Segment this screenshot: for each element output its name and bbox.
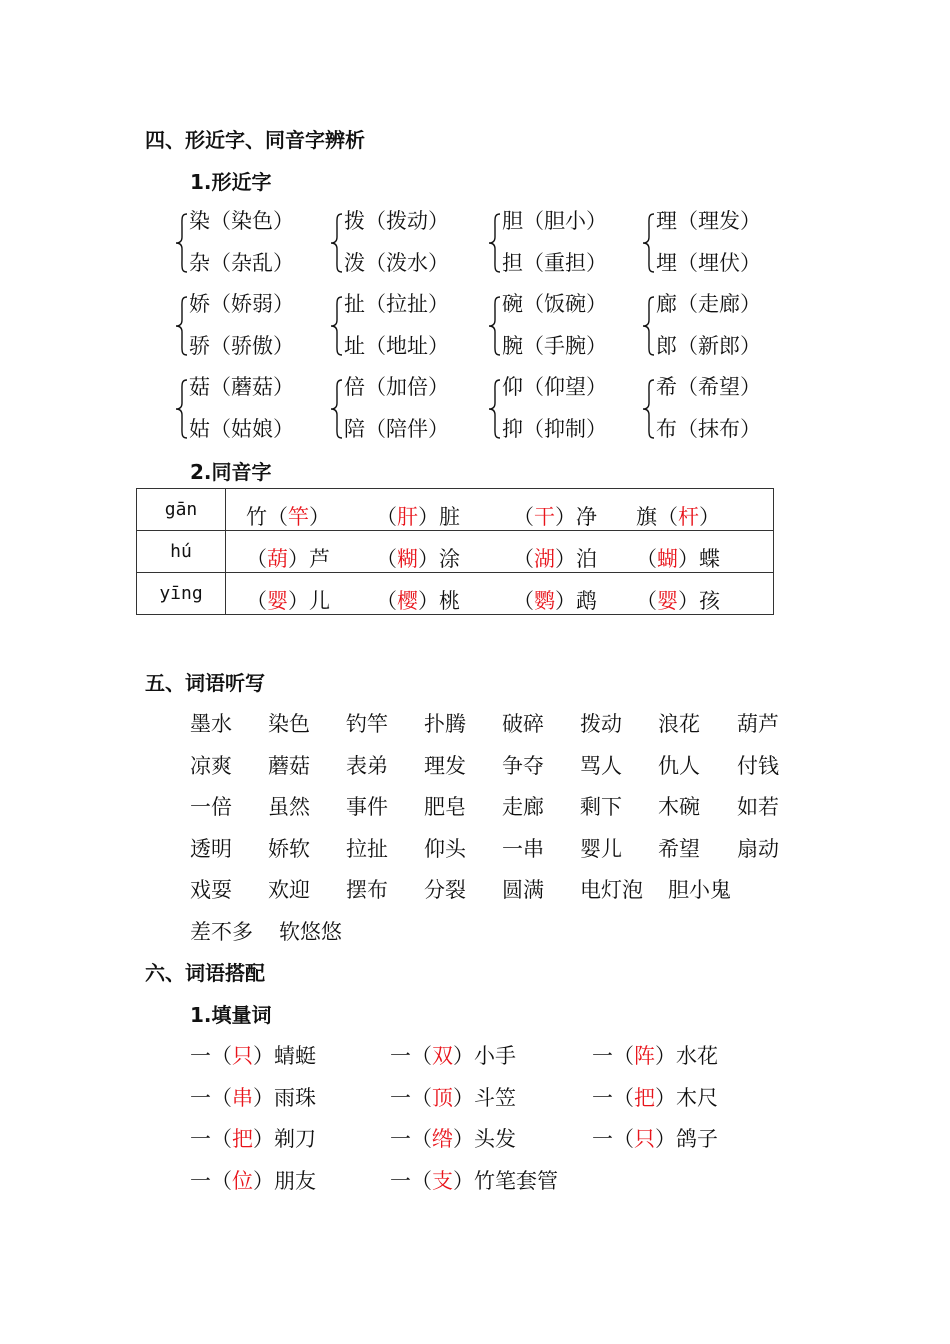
measure-prefix: 一（ [390, 1168, 432, 1193]
measure-answer: 支 [432, 1168, 453, 1193]
dictation-word: 电灯泡 [580, 878, 643, 902]
word-prefix: （ [376, 547, 397, 571]
dictation-word: 一倍 [190, 795, 232, 819]
brace-icon [175, 296, 189, 356]
measure-answer: 位 [232, 1168, 253, 1193]
dictation-word: 娇软 [268, 836, 310, 861]
dictation-word: 肥皂 [424, 795, 466, 819]
dictation-word: 剩下 [580, 795, 622, 819]
dictation-word: 透明 [190, 836, 232, 861]
similar-char-bottom: 杂（杂乱） [189, 251, 294, 275]
answer-char: 婴 [267, 589, 288, 613]
brace-icon [175, 379, 189, 439]
measure-suffix: ）斗笠 [453, 1085, 516, 1110]
similar-char-top: 廊（走廊） [656, 292, 761, 316]
dictation-word: 差不多 [190, 919, 253, 944]
dictation-word: 蘑菇 [268, 753, 310, 778]
similar-char-top: 拨（拨动） [344, 209, 449, 233]
dictation-word: 扇动 [737, 836, 779, 861]
measure-suffix: ）头发 [453, 1127, 516, 1151]
answer-char: 杆 [678, 505, 699, 529]
homophone-word [376, 543, 460, 573]
measure-item [190, 1129, 316, 1150]
word-prefix: （ [376, 589, 397, 613]
homophone-cells [226, 531, 774, 573]
section5-title: 五、词语听写 [145, 671, 265, 695]
table-row [137, 489, 774, 531]
word-prefix: （ [513, 547, 534, 571]
dictation-word: 破碎 [502, 712, 544, 736]
word-prefix: （ [636, 547, 657, 571]
word-suffix: ）涂 [418, 547, 460, 571]
dictation-word: 墨水 [190, 712, 232, 736]
measure-answer: 只 [232, 1044, 253, 1068]
dictation-word: 染色 [268, 712, 310, 736]
pinyin-cell: yīng [137, 573, 226, 615]
similar-char-bottom: 郎（新郎） [656, 334, 761, 358]
dictation-word: 分裂 [424, 878, 466, 902]
section6-title: 六、词语搭配 [145, 961, 265, 985]
measure-item [592, 1129, 718, 1150]
pinyin-cell: gān [137, 489, 226, 531]
word-suffix: ）蝶 [678, 547, 720, 571]
similar-char-bottom: 布（抹布） [656, 417, 761, 441]
brace-icon [175, 213, 189, 273]
dictation-word: 钓竿 [346, 712, 388, 736]
dictation-word: 圆满 [502, 878, 544, 902]
homophone-word [246, 585, 330, 615]
measure-suffix: ）朋友 [253, 1168, 316, 1193]
word-suffix: ）泊 [555, 547, 597, 571]
answer-char: 葫 [267, 547, 288, 571]
brace-icon [488, 296, 502, 356]
word-suffix: ）脏 [418, 505, 460, 529]
measure-answer: 顶 [432, 1085, 453, 1110]
homophone-table [136, 488, 774, 615]
word-prefix: （ [246, 547, 267, 571]
measure-item [390, 1085, 516, 1110]
similar-char-top: 菇（蘑菇） [189, 375, 294, 399]
homophone-word [376, 585, 460, 615]
measure-answer: 阵 [634, 1044, 655, 1068]
measure-prefix: 一（ [190, 1044, 232, 1068]
pinyin-cell: hú [137, 531, 226, 573]
homophone-word [376, 501, 460, 531]
word-prefix: （ [513, 589, 534, 613]
answer-char: 婴 [657, 589, 678, 613]
homophone-cells [226, 489, 774, 531]
similar-char-top: 胆（胆小） [502, 209, 607, 233]
dictation-word: 戏耍 [190, 878, 232, 902]
section4-sub2: 2.同音字 [190, 460, 272, 484]
word-suffix: ）孩 [678, 589, 720, 613]
similar-char-top: 理（理发） [656, 209, 761, 233]
dictation-word: 争夺 [502, 753, 544, 778]
dictation-word: 走廊 [502, 795, 544, 819]
word-prefix: 竹（ [246, 505, 288, 529]
brace-icon [330, 379, 344, 439]
similar-char-top: 倍（加倍） [344, 375, 449, 399]
similar-char-bottom: 腕（手腕） [502, 334, 607, 358]
dictation-word: 软悠悠 [279, 919, 342, 944]
similar-char-bottom: 泼（泼水） [344, 251, 449, 275]
similar-char-bottom: 骄（骄傲） [189, 334, 294, 358]
word-suffix: ）芦 [288, 547, 330, 571]
dictation-word: 仇人 [658, 753, 700, 778]
measure-prefix: 一（ [190, 1168, 232, 1193]
section4-title: 四、形近字、同音字辨析 [145, 128, 365, 152]
dictation-word: 拉扯 [346, 836, 388, 861]
measure-suffix: ）竹笔套管 [453, 1168, 558, 1193]
measure-suffix: ）木尺 [655, 1085, 718, 1110]
measure-prefix: 一（ [190, 1127, 232, 1151]
measure-suffix: ）鸽子 [655, 1127, 718, 1151]
homophone-word [636, 543, 720, 573]
dictation-word: 一串 [502, 836, 544, 861]
similar-char-top: 希（希望） [656, 375, 761, 399]
measure-item [592, 1085, 718, 1110]
measure-item [592, 1046, 718, 1067]
homophone-word [513, 585, 597, 615]
similar-char-bottom: 埋（埋伏） [656, 251, 761, 275]
homophone-word [246, 501, 330, 531]
similar-char-bottom: 姑（姑娘） [189, 417, 294, 441]
similar-char-bottom: 抑（抑制） [502, 417, 607, 441]
section6-sub1: 1.填量词 [190, 1003, 272, 1027]
dictation-word: 表弟 [346, 753, 388, 778]
table-row [137, 531, 774, 573]
dictation-word: 婴儿 [580, 836, 622, 861]
measure-item [190, 1168, 316, 1193]
dictation-word: 凉爽 [190, 753, 232, 778]
similar-char-top: 扯（拉扯） [344, 292, 449, 316]
dictation-word: 浪花 [658, 712, 700, 736]
measure-answer: 双 [432, 1044, 453, 1068]
measure-suffix: ）水花 [655, 1044, 718, 1068]
word-suffix: ）鹉 [555, 589, 597, 613]
answer-char: 蝴 [657, 547, 678, 571]
measure-item [190, 1085, 316, 1110]
homophone-word [636, 501, 720, 531]
measure-prefix: 一（ [390, 1044, 432, 1068]
homophone-word [513, 501, 597, 531]
word-prefix: （ [513, 505, 534, 529]
measure-prefix: 一（ [390, 1127, 432, 1151]
dictation-word: 骂人 [580, 753, 622, 778]
dictation-word: 胆小鬼 [668, 878, 731, 902]
brace-icon [642, 213, 656, 273]
answer-char: 鹦 [534, 589, 555, 613]
homophone-cells [226, 573, 774, 615]
dictation-word: 木碗 [658, 795, 700, 819]
measure-item [390, 1168, 558, 1193]
word-prefix: 旗（ [636, 505, 678, 529]
dictation-word: 葫芦 [737, 712, 779, 736]
dictation-word: 付钱 [737, 753, 779, 778]
measure-prefix: 一（ [592, 1044, 634, 1068]
measure-suffix: ）剃刀 [253, 1127, 316, 1151]
measure-item [390, 1046, 516, 1067]
dictation-word: 扑腾 [424, 712, 466, 736]
similar-char-bottom: 址（地址） [344, 334, 449, 358]
measure-answer: 串 [232, 1085, 253, 1110]
measure-answer: 绺 [432, 1127, 453, 1151]
answer-char: 樱 [397, 589, 418, 613]
dictation-word: 拨动 [580, 712, 622, 736]
brace-icon [642, 379, 656, 439]
dictation-word: 如若 [737, 795, 779, 819]
measure-prefix: 一（ [592, 1085, 634, 1110]
dictation-word: 仰头 [424, 836, 466, 861]
measure-suffix: ）小手 [453, 1044, 516, 1068]
dictation-word: 希望 [658, 836, 700, 861]
measure-answer: 只 [634, 1127, 655, 1151]
measure-item [390, 1129, 516, 1150]
brace-icon [330, 296, 344, 356]
homophone-word [513, 543, 597, 573]
similar-char-top: 染（染色） [189, 209, 294, 233]
word-suffix: ）净 [555, 505, 597, 529]
table-row [137, 573, 774, 615]
dictation-word: 事件 [346, 795, 388, 819]
answer-char: 竿 [288, 505, 309, 529]
answer-char: 干 [534, 505, 555, 529]
brace-icon [488, 213, 502, 273]
measure-prefix: 一（ [592, 1127, 634, 1151]
word-prefix: （ [636, 589, 657, 613]
measure-suffix: ）蜻蜓 [253, 1044, 316, 1068]
dictation-word: 摆布 [346, 878, 388, 902]
similar-char-bottom: 陪（陪伴） [344, 417, 449, 441]
measure-answer: 把 [634, 1085, 655, 1110]
similar-char-top: 碗（饭碗） [502, 292, 607, 316]
measure-prefix: 一（ [190, 1085, 232, 1110]
homophone-word [636, 585, 720, 615]
word-suffix: ） [309, 505, 330, 529]
word-suffix: ）儿 [288, 589, 330, 613]
dictation-word: 欢迎 [268, 878, 310, 902]
word-prefix: （ [376, 505, 397, 529]
similar-char-bottom: 担（重担） [502, 251, 607, 275]
brace-icon [330, 213, 344, 273]
measure-item [190, 1046, 316, 1067]
brace-icon [488, 379, 502, 439]
similar-char-top: 娇（娇弱） [189, 292, 294, 316]
measure-suffix: ）雨珠 [253, 1085, 316, 1110]
similar-char-top: 仰（仰望） [502, 375, 607, 399]
dictation-word: 虽然 [268, 795, 310, 819]
answer-char: 糊 [397, 547, 418, 571]
measure-prefix: 一（ [390, 1085, 432, 1110]
word-suffix: ）桃 [418, 589, 460, 613]
word-prefix: （ [246, 589, 267, 613]
answer-char: 湖 [534, 547, 555, 571]
answer-char: 肝 [397, 505, 418, 529]
word-suffix: ） [699, 505, 720, 529]
dictation-word: 理发 [424, 753, 466, 778]
brace-icon [642, 296, 656, 356]
measure-answer: 把 [232, 1127, 253, 1151]
section4-sub1: 1.形近字 [190, 170, 272, 194]
homophone-word [246, 543, 330, 573]
